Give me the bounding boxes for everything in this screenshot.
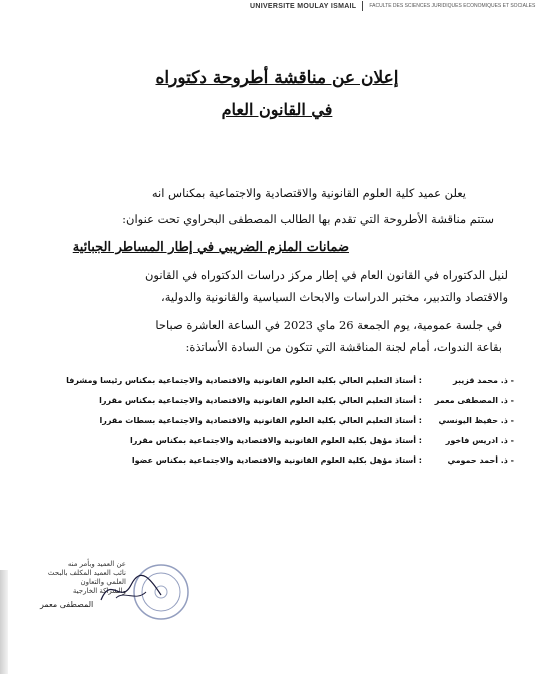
stamp-line-4: والشراكة الخارجية: [72, 587, 126, 595]
university-name: UNIVERSITE MOULAY ISMAIL: [250, 2, 357, 10]
body-line-4: والاقتصاد والتدبير، مختبر الدراسات والابحاث السياسية والقانونية والدولية،: [161, 290, 508, 304]
body-line-2: ستتم مناقشة الأطروحة التي تقدم بها الطالب المصطفى البحراوي تحت عنوان:: [122, 212, 494, 226]
stamp-line-2: نائب العميد المكلف بالبحث: [47, 569, 126, 577]
official-stamp-block: [36, 560, 216, 636]
signatory-name: المصطفى معمر: [40, 600, 94, 609]
jury-member-name: - ذ. ادريس فاخور: [445, 436, 514, 445]
jury-member-role: : أستاذ التعليم العالي بكلية العلوم القانونية والاقتصادية والاجتماعية بمكناس مقررا: [99, 396, 422, 405]
body-line-3: لنيل الدكتوراه في القانون العام في إطار مركز دراسات الدكتوراه في القانون: [144, 268, 508, 282]
jury-list: [34, 376, 514, 476]
jury-member-name: - ذ. حفيظ اليونسي: [438, 416, 514, 425]
jury-member: [34, 396, 514, 416]
jury-member: [34, 416, 514, 436]
signature-mark: [96, 570, 166, 610]
scan-edge-shadow: [0, 570, 8, 674]
jury-member-role: : أستاذ التعليم العالي بكلية العلوم القانونية والاقتصادية والاجتماعية بسطات مقررا: [99, 416, 422, 425]
jury-member-role: : أستاذ مؤهل بكلية العلوم القانونية والاقتصادية والاجتماعية بمكناس عضوا: [131, 456, 422, 465]
header-divider: [362, 1, 363, 11]
jury-member-name: - ذ. المصطفى معمر: [434, 396, 514, 405]
body-line-5: في جلسة عمومية، يوم الجمعة 26 ماي 2023 في الساعة العاشرة صباحا: [155, 318, 502, 332]
thesis-title: ضمانات الملزم الضريبي في إطار المساطر الجبائية: [72, 240, 349, 255]
document-header: [250, 0, 554, 12]
jury-member: [34, 436, 514, 456]
jury-member-role: : أستاذ مؤهل بكلية العلوم القانونية والاقتصادية والاجتماعية بمكناس مقررا: [129, 436, 422, 445]
jury-member: [34, 456, 514, 476]
jury-member: [34, 376, 514, 396]
stamp-line-3: العلمي والتعاون: [80, 578, 126, 586]
announcement-title: إعلان عن مناقشة أطروحة دكتوراه: [155, 68, 399, 88]
body-line-1: يعلن عميد كلية العلوم القانونية والاقتصادية والاجتماعية بمكناس انه: [151, 186, 466, 200]
stamp-line-1: عن العميد وبأمر منه: [67, 560, 126, 568]
jury-member-name: - ذ. محمد قزيبر: [453, 376, 514, 385]
jury-member-name: - ذ. أحمد حمومي: [447, 456, 514, 465]
faculty-name: FACULTE DES SCIENCES JURIDIQUES ECONOMIQUES ET SOCIALES: [369, 3, 536, 9]
body-line-6: بقاعة الندوات، أمام لجنة المناقشة التي تتكون من السادة الأساتذة:: [185, 340, 502, 354]
announcement-subtitle: في القانون العام: [221, 100, 333, 119]
jury-member-role: : أستاذ التعليم العالي بكلية العلوم القانونية والاقتصادية والاجتماعية بمكناس رئيسا ومشرفا: [66, 376, 422, 385]
